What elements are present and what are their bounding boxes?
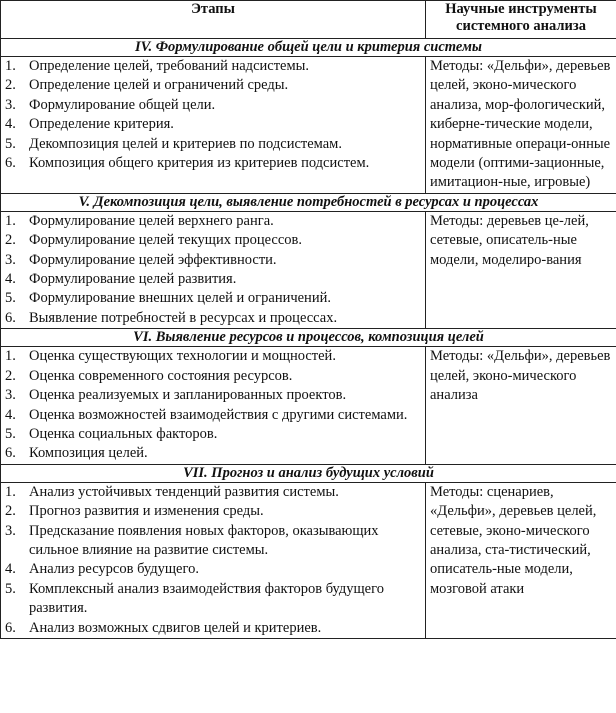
list-item-number: 1. <box>5 58 16 74</box>
list-item <box>5 231 421 250</box>
section-title: IV. Формулирование общей цели и критерия системы <box>1 39 616 57</box>
list-item <box>5 76 421 95</box>
list-item <box>5 502 421 521</box>
list-item-number: 1. <box>5 212 16 229</box>
steps-list <box>5 57 421 173</box>
table-header-row <box>1 1 616 39</box>
list-item <box>5 135 421 154</box>
list-item-text: Анализ устойчивых тенденций развития системы. <box>29 483 339 500</box>
list-item-text: Оценка реализуемых и запланированных проектов. <box>29 387 347 404</box>
list-item-text: Определение критерия. <box>29 116 174 133</box>
section-body-row <box>1 347 616 464</box>
list-item <box>5 154 421 173</box>
list-item-number: 6. <box>5 445 16 462</box>
header-stages: Этапы <box>1 1 426 39</box>
list-item <box>5 367 421 386</box>
list-item-text: Анализ возможных сдвигов целей и критериев. <box>29 619 322 636</box>
steps-list <box>5 483 421 638</box>
table-body <box>1 39 616 639</box>
stages-cell <box>1 57 426 194</box>
list-item-text: Прогноз развития и изменения среды. <box>29 503 264 520</box>
tools-cell: Методы: «Дельфи», деревьев целей, эконо-мического анализа, мор-фологический, киберне-тические модели, нормативные операци-онные модели (оптими-зационные, имитацион-ные, игровые) <box>426 57 616 194</box>
section-body-row <box>1 211 616 328</box>
list-item <box>5 580 421 619</box>
section-title-row <box>1 464 616 482</box>
tools-cell: Методы: сценариев, «Дельфи», деревьев целей, сетевые, эконо-мического анализа, ста-тистический, описатель-ные модели, мозговой атаки <box>426 482 616 638</box>
list-item <box>5 522 421 561</box>
list-item-text: Композиция целей. <box>29 445 148 462</box>
list-item-text: Выявление потребностей в ресурсах и процессах. <box>29 309 338 326</box>
list-item <box>5 270 421 289</box>
list-item-number: 6. <box>5 309 16 326</box>
list-item <box>5 115 421 134</box>
list-item <box>5 96 421 115</box>
list-item <box>5 406 421 425</box>
list-item-number: 2. <box>5 367 16 384</box>
list-item-number: 5. <box>5 290 16 307</box>
list-item <box>5 212 421 231</box>
list-item-number: 5. <box>5 135 16 152</box>
list-item-number: 3. <box>5 387 16 404</box>
list-item-text: Комплексный анализ взаимодействия факторов будущего развития. <box>29 580 384 617</box>
list-item-text: Оценка существующих технологии и мощностей. <box>29 348 336 365</box>
list-item-text: Оценка современного состояния ресурсов. <box>29 367 293 384</box>
list-item <box>5 386 421 405</box>
list-item-number: 6. <box>5 155 16 172</box>
stages-cell <box>1 347 426 464</box>
tools-cell: Методы: «Дельфи», деревьев целей, эконо-мического анализа <box>426 347 616 464</box>
section-title-row <box>1 193 616 211</box>
steps-list <box>5 212 421 328</box>
list-item <box>5 309 421 328</box>
list-item-text: Формулирование целей верхнего ранга. <box>29 212 274 229</box>
list-item-text: Формулирование внешних целей и ограничений. <box>29 290 331 307</box>
list-item-text: Формулирование целей эффективности. <box>29 251 277 268</box>
stages-cell <box>1 211 426 328</box>
list-item-text: Формулирование целей текущих процессов. <box>29 232 303 249</box>
list-item-text: Определение целей, требований надсистемы. <box>29 58 310 74</box>
list-item-number: 4. <box>5 406 16 423</box>
list-item-number: 2. <box>5 232 16 249</box>
list-item <box>5 483 421 502</box>
section-title: VI. Выявление ресурсов и процессов, композиция целей <box>1 329 616 347</box>
section-body-row <box>1 57 616 194</box>
list-item-number: 3. <box>5 96 16 113</box>
list-item-number: 1. <box>5 348 16 365</box>
list-item-text: Декомпозиция целей и критериев по подсистемам. <box>29 135 342 152</box>
list-item-number: 6. <box>5 619 16 636</box>
list-item-number: 3. <box>5 251 16 268</box>
section-title: V. Декомпозиция цели, выявление потребностей в ресурсах и процессах <box>1 193 616 211</box>
list-item-number: 2. <box>5 503 16 520</box>
list-item-text: Оценка социальных факторов. <box>29 425 218 442</box>
list-item <box>5 444 421 463</box>
steps-list <box>5 347 421 463</box>
list-item <box>5 289 421 308</box>
list-item <box>5 57 421 76</box>
list-item-number: 3. <box>5 522 16 539</box>
stages-cell <box>1 482 426 638</box>
section-body-row <box>1 482 616 638</box>
list-item <box>5 251 421 270</box>
list-item <box>5 425 421 444</box>
list-item-number: 4. <box>5 116 16 133</box>
list-item-text: Композиция общего критерия из критериев подсистем. <box>29 155 370 172</box>
list-item <box>5 619 421 638</box>
list-item-text: Оценка возможностей взаимодействия с другими системами. <box>29 406 408 423</box>
section-title-row <box>1 329 616 347</box>
list-item-number: 1. <box>5 483 16 500</box>
section-title-row <box>1 39 616 57</box>
tools-cell: Методы: деревьев це-лей, сетевые, описатель-ные модели, моделиро-вания <box>426 211 616 328</box>
list-item-number: 4. <box>5 561 16 578</box>
list-item-number: 4. <box>5 271 16 288</box>
section-title: VII. Прогноз и анализ будущих условий <box>1 464 616 482</box>
list-item-text: Анализ ресурсов будущего. <box>29 561 199 578</box>
list-item-number: 5. <box>5 425 16 442</box>
list-item-text: Определение целей и ограничений среды. <box>29 77 289 94</box>
list-item-text: Предсказание появления новых факторов, оказывающих сильное влияние на развитие системы. <box>29 522 379 558</box>
list-item-number: 2. <box>5 77 16 94</box>
header-tools: Научные инструменты системного анализа <box>426 1 616 39</box>
list-item-number: 5. <box>5 580 16 597</box>
list-item <box>5 560 421 579</box>
list-item-text: Формулирование целей развития. <box>29 271 237 288</box>
list-item-text: Формулирование общей цели. <box>29 96 216 113</box>
list-item <box>5 347 421 366</box>
